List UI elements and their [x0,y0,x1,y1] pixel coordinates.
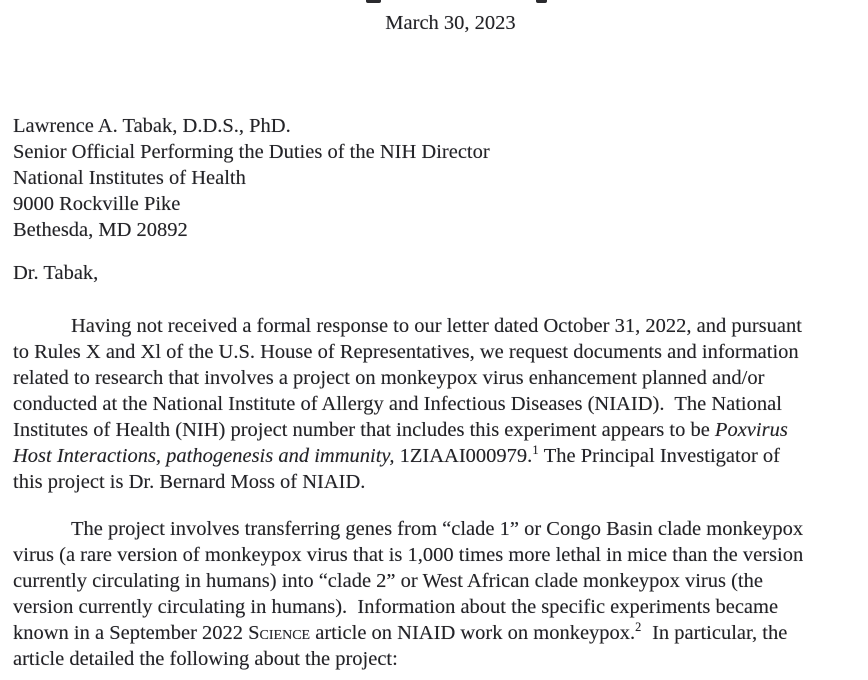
text-run: Having not received a formal response to our letter dated October 31, 2022, and pursuant [71,315,802,337]
paragraph-line [13,313,862,339]
paragraph-line [13,646,862,672]
text-run: known in a September 2022 [13,622,249,644]
text-run: The project involves transferring genes from “clade 1” or Congo Basin clade monkeypox [71,518,804,540]
recipient-address [13,113,862,243]
recipient-name: Lawrence A. Tabak, D.D.S., PhD. [13,115,291,137]
footnote-marker: 2 [635,620,642,635]
text-run: version currently circulating in humans). Information about the specific experiments became [13,596,779,618]
recipient-title: Senior Official Performing the Duties of the NIH Director [13,141,490,163]
text-run: to Rules X and Xl of the U.S. House of Representatives, we request documents and information [13,341,799,363]
paragraph-line [13,469,862,495]
salutation: Dr. Tabak, [13,262,99,284]
paragraph-line [13,391,862,417]
text-run: conducted at the National Institute of Allergy and Infectious Diseases (NIAID). The National [13,393,782,415]
text-run: The Principal Investigator of [538,445,780,467]
scan-artifact [536,0,547,3]
text-run: Host Interactions, pathogenesis and immunity, [13,445,395,467]
text-run: article detailed the following about the project: [13,648,398,670]
text-run: virus (a rare version of monkeypox virus that is 1,000 times more lethal in mice than the version [13,544,804,566]
letter-date: March 30, 2023 [385,12,516,34]
paragraph-line [13,339,862,365]
recipient-organization: National Institutes of Health [13,167,246,189]
paragraph-line [13,365,862,391]
paragraph-line [13,443,862,469]
text-run: Institutes of Health (NIH) project number that includes this experiment appears to be [13,419,715,441]
paragraph-line [13,417,862,443]
paragraph-line [13,542,862,568]
recipient-street: 9000 Rockville Pike [13,193,181,215]
paragraph-line [13,620,862,646]
paragraph-line [13,594,862,620]
paragraph-line [13,568,862,594]
text-run: Poxvirus [714,419,788,441]
text-run: related to research that involves a project on monkeypox virus enhancement planned and/or [13,367,765,389]
paragraph-line [13,516,862,542]
body-paragraph-1 [13,313,862,495]
text-run: article on NIAID work on monkeypox. [310,622,636,644]
text-run: this project is Dr. Bernard Moss of NIAID. [13,471,366,493]
body-paragraph-2 [13,516,862,672]
text-run: currently circulating in humans) into “clade 2” or West African clade monkeypox virus (the [13,570,763,592]
text-run: 1ZIAAI000979. [394,445,533,467]
text-run: Science [248,622,311,644]
scan-artifact [366,0,381,3]
text-run: In particular, the [641,622,788,644]
recipient-city-state-zip: Bethesda, MD 20892 [13,219,188,241]
footnote-marker: 1 [532,443,539,458]
